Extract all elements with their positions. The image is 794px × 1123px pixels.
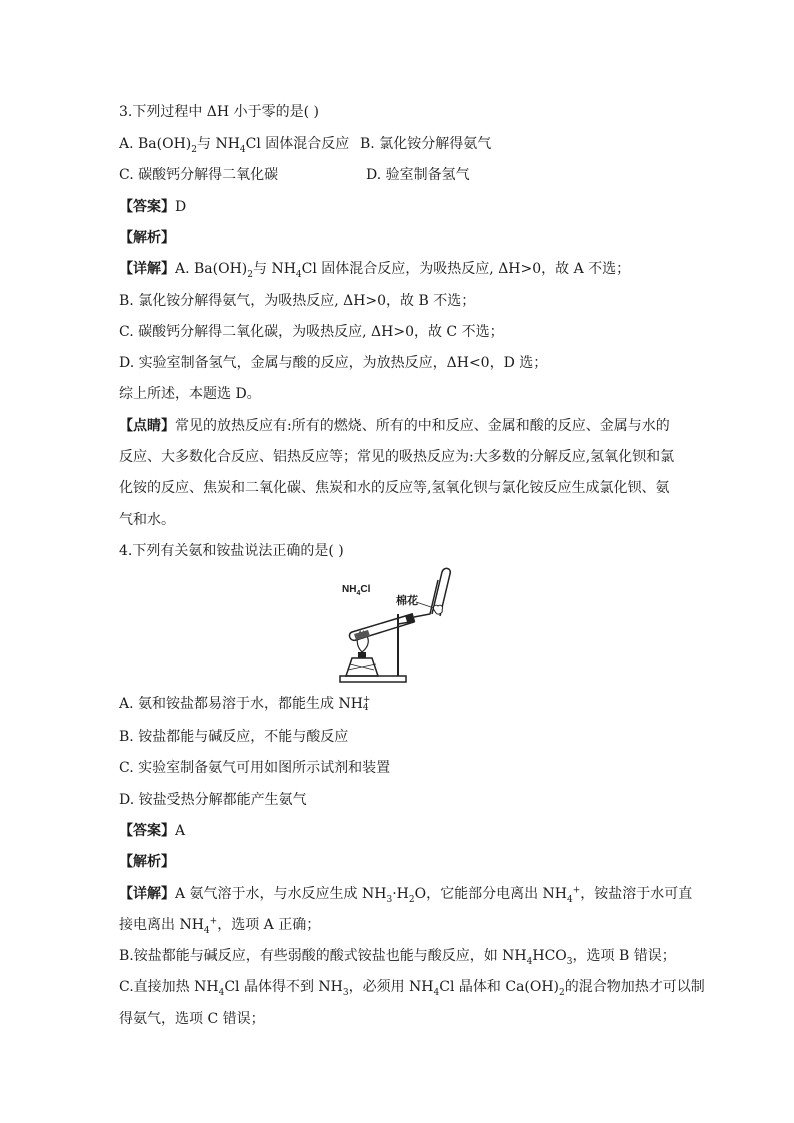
cotton-pointer [416,602,434,608]
lamp-wick-holder [358,652,366,658]
figure-label-nh4cl: $NH_4Cl$ [342,584,371,597]
q4-analysis-heading: 【解析】 [119,854,175,870]
q4-option-b: B. 铵盐都能与碱反应，不能与酸反应 [119,729,349,745]
stand-base [340,676,406,682]
q4-detail-line-4: C.直接加热 $NH_4Cl$ 晶体得不到 $NH_3$，必须用 $NH_4Cl$ 晶体和 $Ca(OH)_2$的混合物加热才可以制 [119,979,705,998]
q4-detail-line-3: B.铵盐都能与碱反应，有些弱酸的酸式铵盐也能与酸反应，如 $NH_4HCO_3$，选项 B 错误； [119,948,676,967]
q3-point-3: 化铵的反应、焦炭和二氧化碳、焦炭和水的反应等,氢氧化钡与氯化铵反应生成氯化钡、氨 [119,480,670,496]
lamp-hatching [348,664,376,670]
cotton [433,605,442,614]
q3-analysis-heading: 【解析】 [119,230,175,246]
q4-option-c: C. 实验室制备氨气可用如图所示试剂和装置 [119,760,391,776]
q3-option-b: B. 氯化铵分解得氨气 [360,136,492,152]
q4-answer: 【答案】A [119,823,186,839]
q4-detail-line-2: 接电离出 $NH_4^+$，选项 A 正确； [119,916,321,936]
figure-label-cotton: 棉花 [396,595,418,607]
q3-option-d: D. 验室制备氢气 [366,167,470,183]
q3-point-1: 【点睛】常见的放热反应有:所有的燃烧、所有的中和反应、金属和酸的反应、金属与水的 [119,418,670,434]
q4-option-d: D. 铵盐受热分解都能产生氨气 [119,792,307,808]
q3-option-a: A. $Ba(OH)_2$与 $NH_4Cl$ 固体混合反应 [119,136,350,155]
q3-detail-a: 【详解】A. $Ba(OH)_2$与 $NH_4Cl$ 固体混合反应，为吸热反应, ΔH>0，故 A 不选； [119,261,631,280]
q4-detail-line-5: 得氨气，选项 C 错误； [119,1011,265,1027]
q3-point-2: 反应、大多数化合反应、铝热反应等；常见的吸热反应为:大多数的分解反应,氢氧化钡和氯 [119,449,675,465]
q3-detail-c: C. 碳酸钙分解得二氧化碳，为吸热反应, ΔH>0，故 C 不选； [119,324,504,340]
q3-point-4: 气和水。 [119,512,175,528]
q4-option-a: A. 氨和铵盐都易溶于水，都能生成 NH + 4 [119,695,371,713]
q3-option-c: C. 碳酸钙分解得二氧化碳 [119,167,279,183]
q4-detail-line-1: 【详解】A 氨气溶于水，与水反应生成 $NH_3\cdot H_2O$，它能部分电离出 $NH_4^+$，铵盐溶于水可直 [119,885,693,905]
q3-answer: 【答案】D [119,199,187,215]
ammonia-apparatus-figure [338,566,458,686]
q3-stem: 3.下列过程中 ΔH 小于零的是( ) [119,104,319,120]
q3-detail-d: D. 实验室制备氢气，金属与酸的反应，为放热反应，ΔH<0，D 选； [119,355,548,371]
q4-stem: 4.下列有关氨和铵盐说法正确的是( ) [119,543,344,559]
q3-detail-b: B. 氯化铵分解得氨气，为吸热反应, ΔH>0，故 B 不选； [119,293,476,309]
q3-summary: 综上所述，本题选 D。 [119,386,261,402]
